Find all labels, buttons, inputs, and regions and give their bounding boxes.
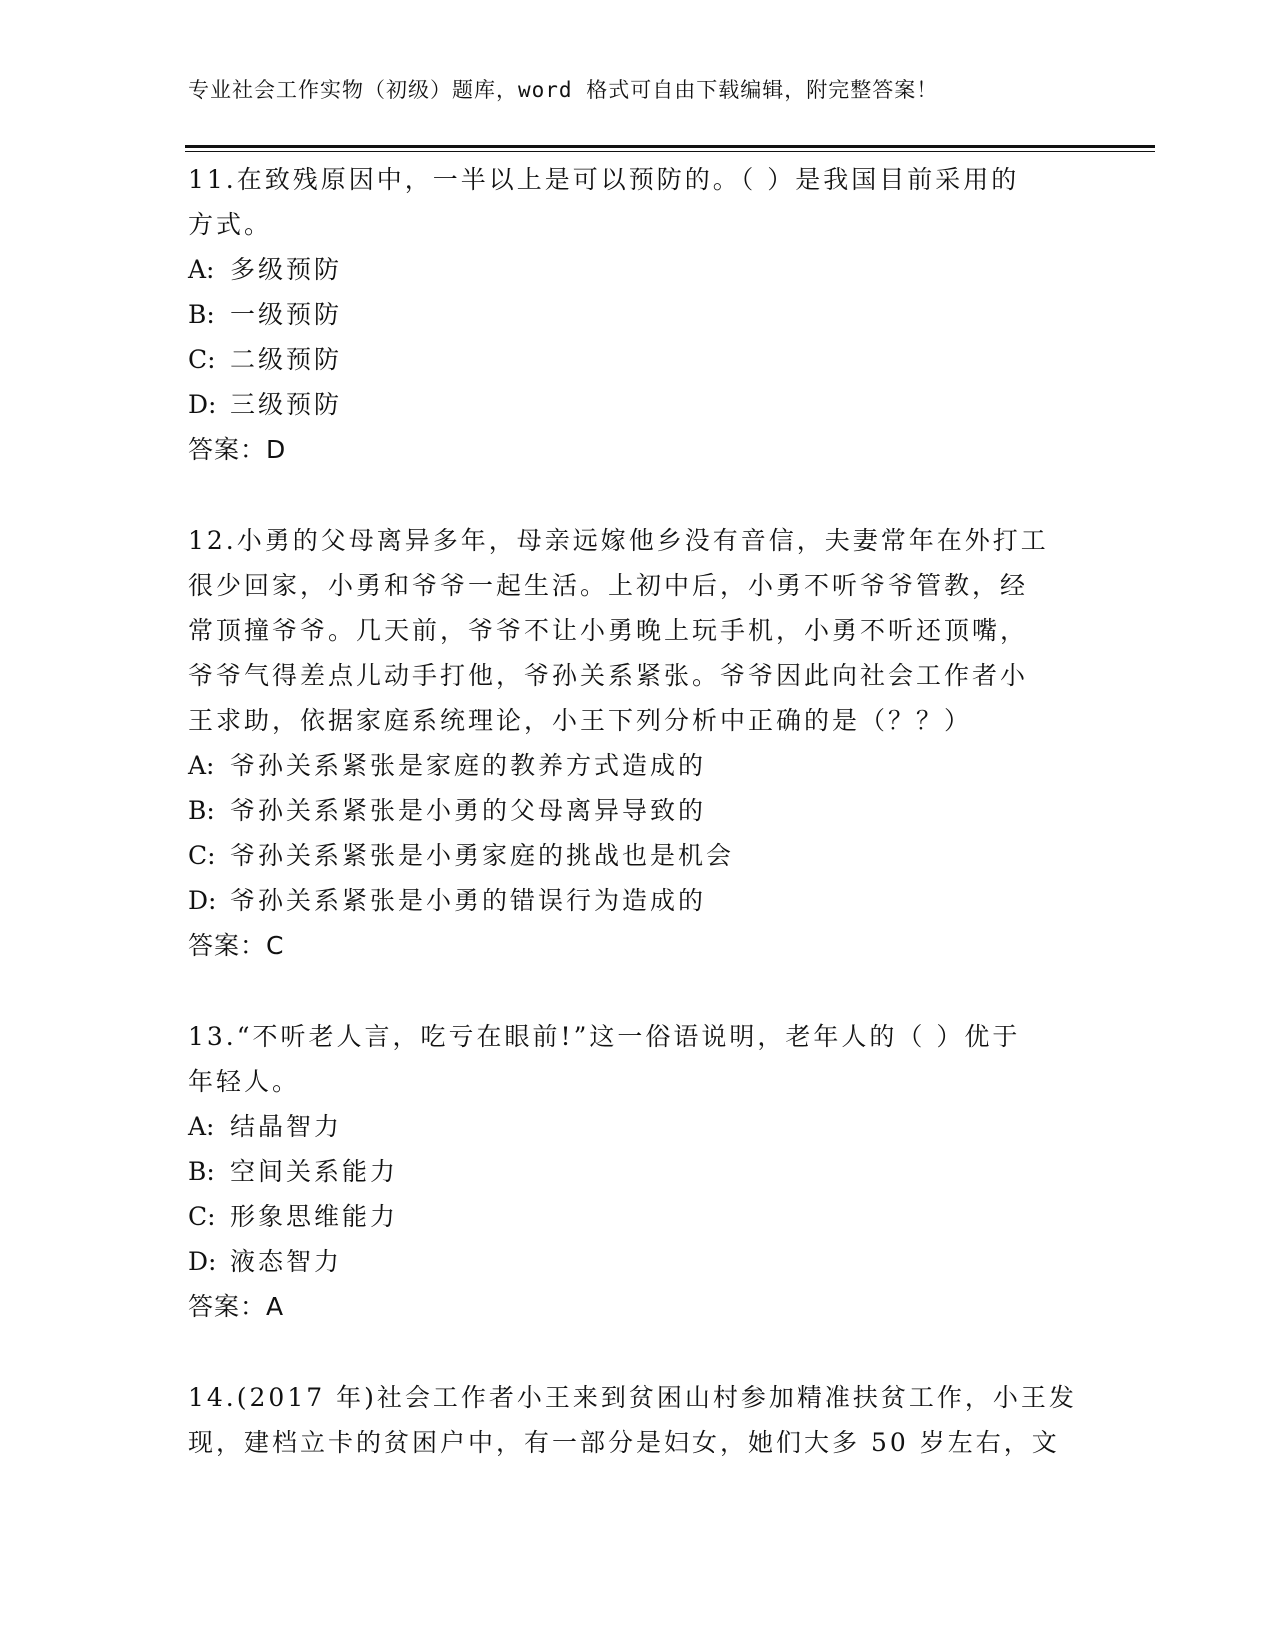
question-13 — [188, 1014, 1088, 1329]
option-text: 结晶智力 — [230, 1112, 343, 1141]
question-stem-line: 年轻人。 — [188, 1067, 301, 1096]
question-stem-line: 爷爷气得差点儿动手打他，爷孙关系紧张。爷爷因此向社会工作者小 — [188, 661, 1029, 690]
option-text: 三级预防 — [230, 390, 343, 419]
option-c — [188, 337, 1088, 382]
option-text: 液态智力 — [230, 1247, 343, 1276]
question-stem-line: 11.在致残原因中，一半以上是可以预防的。（ ）是我国目前采用的 — [188, 165, 1020, 194]
option-d — [188, 1239, 1088, 1284]
question-stem-line: 12.小勇的父母离异多年，母亲远嫁他乡没有音信，夫妻常年在外打工 — [188, 526, 1049, 555]
question-11 — [188, 157, 1088, 472]
option-text: 多级预防 — [230, 255, 343, 284]
option-b — [188, 292, 1088, 337]
option-text: 空间关系能力 — [230, 1157, 399, 1186]
option-key: A: — [188, 1112, 215, 1141]
question-stem-line: 方式。 — [188, 210, 273, 239]
option-c — [188, 833, 1088, 878]
answer-line: 答案：A — [188, 1292, 285, 1321]
option-key: B: — [188, 1157, 215, 1186]
answer-line: 答案：D — [188, 435, 287, 464]
option-a — [188, 1104, 1088, 1149]
option-b — [188, 788, 1088, 833]
option-text: 二级预防 — [230, 345, 343, 374]
question-12 — [188, 518, 1088, 968]
option-c — [188, 1194, 1088, 1239]
option-text: 形象思维能力 — [230, 1202, 399, 1231]
option-key: C: — [188, 841, 216, 870]
page-header: 专业社会工作实物（初级）题库，word 格式可自由下载编辑，附完整答案！ — [188, 78, 939, 102]
option-key: A: — [188, 255, 215, 284]
option-key: C: — [188, 345, 216, 374]
option-key: B: — [188, 796, 215, 825]
question-stem-line: 现，建档立卡的贫困户中，有一部分是妇女，她们大多 50 岁左右，文 — [188, 1428, 1060, 1457]
option-d — [188, 382, 1088, 427]
header-rule-thick — [185, 145, 1155, 148]
option-a — [188, 743, 1088, 788]
question-14 — [188, 1375, 1088, 1465]
option-key: A: — [188, 751, 215, 780]
question-stem-line: 王求助，依据家庭系统理论，小王下列分析中正确的是（？？） — [188, 706, 973, 735]
option-text: 爷孙关系紧张是小勇的父母离异导致的 — [230, 796, 707, 825]
option-text: 爷孙关系紧张是小勇家庭的挑战也是机会 — [230, 841, 735, 870]
option-b — [188, 1149, 1088, 1194]
question-stem-line: 常顶撞爷爷。几天前，爷爷不让小勇晚上玩手机，小勇不听还顶嘴， — [188, 616, 1029, 645]
question-stem-line: 13.“不听老人言，吃亏在眼前!”这一俗语说明，老年人的（ ）优于 — [188, 1022, 1021, 1051]
question-list — [188, 157, 1088, 1511]
option-text: 一级预防 — [230, 300, 343, 329]
option-key: D: — [188, 390, 217, 419]
option-key: C: — [188, 1202, 216, 1231]
header-rule-thin — [185, 151, 1155, 152]
option-key: D: — [188, 1247, 217, 1276]
answer-line: 答案：C — [188, 931, 285, 960]
option-d — [188, 878, 1088, 923]
option-a — [188, 247, 1088, 292]
question-stem-line: 14.(2017 年)社会工作者小王来到贫困山村参加精准扶贫工作，小王发 — [188, 1383, 1077, 1412]
option-key: B: — [188, 300, 215, 329]
option-text: 爷孙关系紧张是小勇的错误行为造成的 — [230, 886, 707, 915]
question-stem-line: 很少回家，小勇和爷爷一起生活。上初中后，小勇不听爷爷管教，经 — [188, 571, 1029, 600]
option-text: 爷孙关系紧张是家庭的教养方式造成的 — [230, 751, 707, 780]
option-key: D: — [188, 886, 217, 915]
